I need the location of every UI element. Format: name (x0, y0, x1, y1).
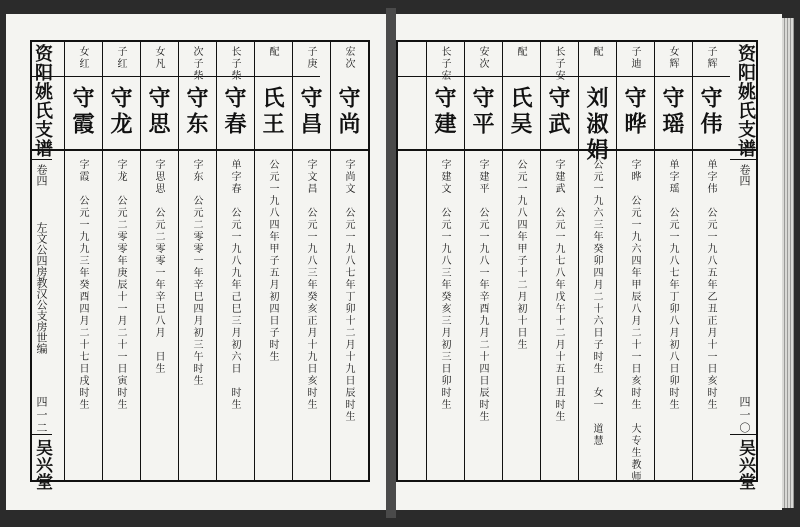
entry-relation: 配 (515, 46, 526, 58)
left-book-title: 资阳姚氏支谱 (32, 44, 53, 158)
book-gutter (386, 8, 396, 518)
entry-details: 单字春 公元一九八九年己巳三月初六日 时生 (229, 159, 240, 411)
column-divider (692, 40, 693, 482)
entry-relation: 配 (267, 46, 278, 58)
column-divider (540, 40, 541, 482)
column-divider (616, 40, 617, 482)
left-hall-name: 吴兴堂 (32, 439, 52, 490)
entry-name: 守思 (145, 86, 171, 138)
left-volume: 卷四 (35, 164, 48, 186)
left-page-number: 四一二 (35, 396, 48, 435)
right-page-number: 四一〇 (738, 396, 751, 435)
entry-relation: 子红 (115, 46, 126, 70)
left-branch-note: 左文公四房教汉公支房世编 (35, 222, 48, 354)
entry-details: 公元一九八四年甲子五月初四日子时生 (267, 159, 278, 363)
entry-name: 守武 (545, 86, 571, 138)
entry-details: 字东 公元二零零一年辛巳四月初三午时生 (191, 159, 202, 387)
entry-relation: 女辉 (667, 46, 678, 70)
right-book-title: 资阳姚氏支谱 (735, 44, 756, 158)
column-divider (330, 40, 331, 482)
page-edge (782, 18, 794, 508)
left-relation-rule (30, 76, 320, 77)
entry-details: 字龙 公元二零零年庚辰十一月二十一日寅时生 (115, 159, 126, 411)
entry-name: 守晔 (621, 86, 647, 138)
entry-name: 守霞 (69, 86, 95, 138)
entry-name: 刘淑娟 (583, 86, 609, 164)
right-volume: 卷四 (738, 164, 751, 186)
entry-name: 氏王 (259, 86, 285, 138)
entry-details: 字建文 公元一九八三年癸亥三月初三日卯时生 (439, 159, 450, 411)
entry-details: 字建武 公元一九七八年戊午十二月十五日丑时生 (553, 159, 564, 423)
entry-relation: 子庚 (305, 46, 316, 70)
entry-name: 守春 (221, 86, 247, 138)
left-page (6, 14, 386, 510)
entry-details: 字建平 公元一九八一年辛酉九月二十四日辰时生 (477, 159, 488, 423)
column-divider (64, 40, 65, 482)
column-divider (102, 40, 103, 482)
entry-details: 公元一九八四年甲子十二月初十日生 (515, 159, 526, 351)
right-header-rule (396, 149, 758, 151)
entry-relation: 女凡 (153, 46, 164, 70)
entry-details: 字霞 公元一九九三年癸酉四月二十七日戌时生 (77, 159, 88, 411)
right-spine-rule-1 (730, 159, 758, 160)
entry-details: 单字瑶 公元一九八七年丁卯八月初八日卯时生 (667, 159, 678, 411)
entry-relation: 安次 (477, 46, 488, 70)
entry-name: 守建 (431, 86, 457, 138)
entry-details: 字文昌 公元一九八三年癸亥正月十九日亥时生 (305, 159, 316, 411)
column-divider (426, 40, 427, 482)
entry-name: 守昌 (297, 86, 323, 138)
column-divider (140, 40, 141, 482)
column-divider (578, 40, 579, 482)
entry-relation: 长子宏 (439, 46, 450, 82)
entry-relation: 长子柴 (229, 46, 240, 82)
entry-name: 守东 (183, 86, 209, 138)
column-divider (464, 40, 465, 482)
column-divider (178, 40, 179, 482)
entry-relation: 长子安 (553, 46, 564, 82)
entry-name: 守尚 (335, 86, 361, 138)
right-hall-name: 吴兴堂 (735, 439, 755, 490)
entry-details: 公元一九六三年癸卯四月二十六日子时生 女一 道慧 (591, 159, 602, 447)
entry-name: 守平 (469, 86, 495, 138)
column-divider (254, 40, 255, 482)
entry-name: 守伟 (697, 86, 723, 138)
column-divider (654, 40, 655, 482)
entry-name: 氏吴 (507, 86, 533, 138)
column-divider (216, 40, 217, 482)
entry-relation: 子迪 (629, 46, 640, 70)
entry-relation: 宏次 (343, 46, 354, 70)
entry-details: 字尚文 公元一九八七年丁卯十二月十九日辰时生 (343, 159, 354, 423)
right-page (396, 14, 782, 510)
entry-details: 单字伟 公元一九八五年乙丑正月十一日亥时生 (705, 159, 716, 411)
left-header-rule (30, 149, 370, 151)
column-divider (502, 40, 503, 482)
entry-details: 字思思 公元二零零一年辛巳八月 日生 (153, 159, 164, 375)
entry-relation: 配 (591, 46, 602, 58)
entry-details: 字晔 公元一九六四年甲辰八月二十一日亥时生 大专生教师 (629, 159, 640, 483)
left-spine-rule-1 (30, 159, 52, 160)
column-divider (292, 40, 293, 482)
entry-name: 守龙 (107, 86, 133, 138)
entry-relation: 子辉 (705, 46, 716, 70)
entry-relation: 次子柴 (191, 46, 202, 82)
entry-name: 守瑶 (659, 86, 685, 138)
entry-relation: 女红 (77, 46, 88, 70)
